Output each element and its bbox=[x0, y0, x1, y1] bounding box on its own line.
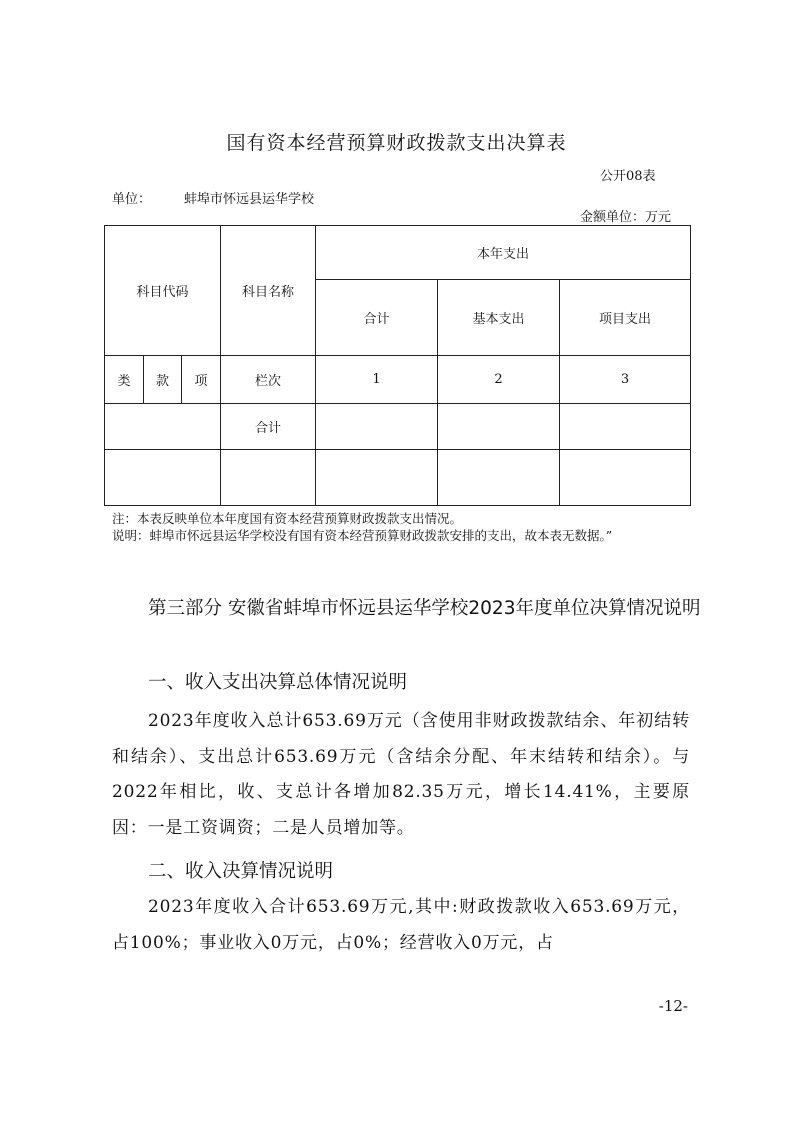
header-subject-code: 科目代码 bbox=[105, 226, 221, 356]
empty-row-basic bbox=[438, 450, 560, 506]
header-project-expenditure: 项目支出 bbox=[560, 280, 691, 356]
sub-header-xiang: 项 bbox=[182, 356, 221, 404]
header-total: 合计 bbox=[316, 280, 438, 356]
table-explanation: 说明：蚌埠市怀远县运华学校没有国有资本经营预算财政拨款安排的支出，故本表无数据。” bbox=[112, 528, 613, 543]
total-row-code bbox=[105, 404, 221, 450]
amount-unit: 金额单位：万元 bbox=[580, 210, 672, 225]
total-row-basic bbox=[438, 404, 560, 450]
header-current-year-expenditure: 本年支出 bbox=[316, 226, 691, 280]
page-title: 国有资本经营预算财政拨款支出决算表 bbox=[226, 132, 567, 154]
column-index-1: 1 bbox=[316, 356, 438, 404]
header-basic-expenditure: 基本支出 bbox=[438, 280, 560, 356]
section1-heading: 一、收入支出决算总体情况说明 bbox=[148, 672, 408, 693]
column-index-3: 3 bbox=[560, 356, 691, 404]
table-note: 注：本表反映单位本年度国有资本经营预算财政拨款支出情况。 bbox=[112, 511, 463, 526]
section2-heading: 二、收入决算情况说明 bbox=[148, 861, 334, 882]
form-number: 公开08表 bbox=[600, 169, 656, 184]
section2-paragraph: 2023年度收入合计653.69万元,其中:财政拨款收入653.69万元，占100%；事业收入0万元，占0%；经营收入0万元，占 bbox=[112, 897, 690, 953]
row-index-label: 栏次 bbox=[221, 356, 316, 404]
header-subject-name: 科目名称 bbox=[221, 226, 316, 356]
sub-header-kuan: 款 bbox=[144, 356, 182, 404]
sub-header-lei: 类 bbox=[105, 356, 144, 404]
total-row-total bbox=[316, 404, 438, 450]
section1-paragraph: 2023年度收入总计653.69万元（含使用非财政拨款结余、年初结转和结余）、支出总计653.69万元（含结余分配、年末结转和结余）。与2022年相比，收、支总计各增加82.35万元，增长14.41%，主要原因：一是工资调资；二是人员增加等。 bbox=[112, 711, 690, 838]
expenditure-table bbox=[104, 225, 691, 506]
unit-name: 蚌埠市怀远县运华学校 bbox=[184, 192, 315, 207]
empty-row-total bbox=[316, 450, 438, 506]
total-row-project bbox=[560, 404, 691, 450]
empty-row-code bbox=[105, 450, 221, 506]
empty-row-name bbox=[221, 450, 316, 506]
total-row-label: 合计 bbox=[221, 404, 316, 450]
column-index-2: 2 bbox=[438, 356, 560, 404]
unit-label: 单位： bbox=[112, 192, 152, 207]
part3-heading: 第三部分 安徽省蚌埠市怀远县运华学校2023年度单位决算情况说明 bbox=[148, 598, 701, 619]
empty-row-project bbox=[560, 450, 691, 506]
page-number: -12- bbox=[658, 997, 688, 1015]
